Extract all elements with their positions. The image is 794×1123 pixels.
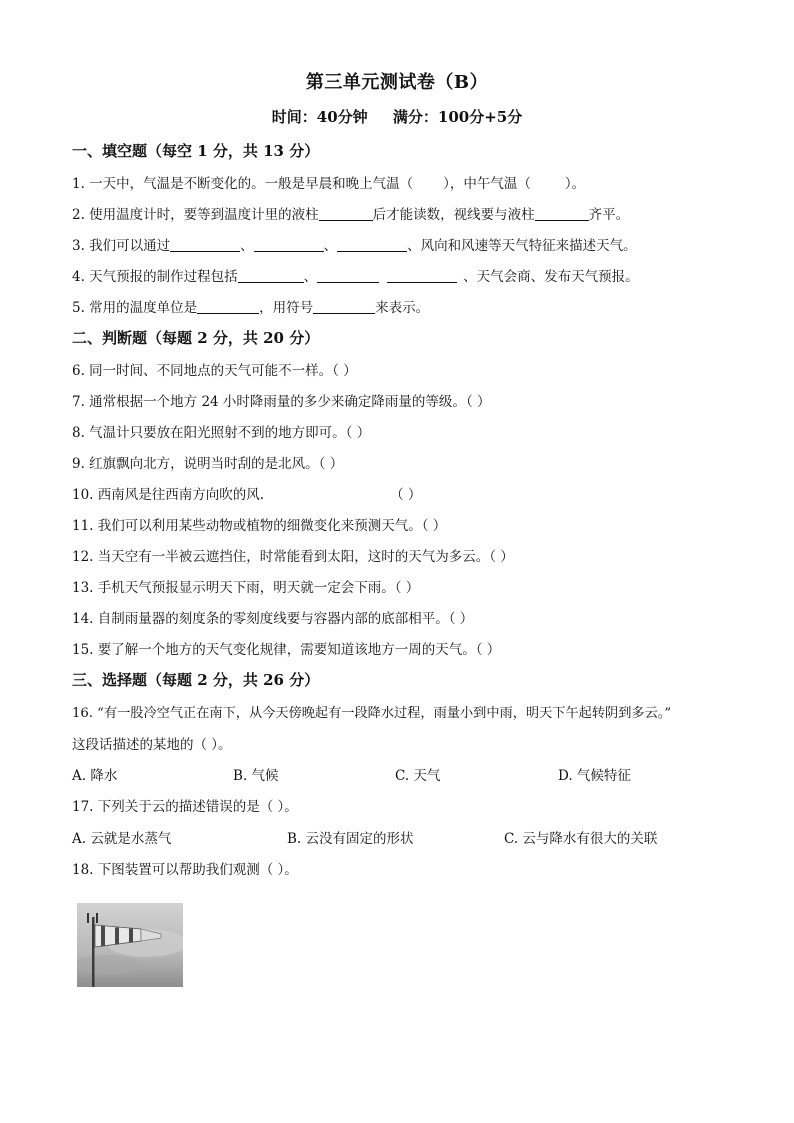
answer-paren[interactable]: （ ） (489, 549, 514, 565)
answer-paren[interactable]: （ ） (394, 580, 420, 596)
option-c[interactable]: C. 云与降水有很大的关联 (504, 831, 658, 847)
question-10: 10. 西南风是往西南方向吹的风. （ ） (72, 487, 422, 503)
answer-paren[interactable]: （ ） (318, 456, 344, 472)
question-16-cont: 这段话描述的某地的（ ）。 (72, 737, 232, 753)
question-16-options (72, 764, 722, 784)
question-4: 4. 天气预报的制作过程包括 、 、天气会商、发布天气预报。 (72, 269, 639, 285)
question-17: 17. 下列关于云的描述错误的是（ ）。 (72, 799, 298, 815)
answer-blank[interactable] (319, 206, 373, 221)
question-9: 9. 红旗飘向北方，说明当时刮的是北风。（ ） (72, 456, 344, 472)
page-title: 第三单元测试卷（B） (305, 72, 489, 93)
answer-blank[interactable] (387, 268, 457, 283)
answer-blank[interactable] (535, 206, 589, 221)
option-b[interactable]: B. 云没有固定的形状 (287, 831, 414, 847)
question-14: 14. 自制雨量器的刻度条的零刻度线要与容器内部的底部相平。（ ） (72, 611, 474, 627)
question-8: 8. 气温计只要放在阳光照射不到的地方即可。（ ） (72, 425, 371, 441)
option-a[interactable]: A. 降水 (72, 768, 118, 784)
question-2: 2. 使用温度计时，要等到温度计里的液柱 后才能读数，视线要与液柱 齐平。 (72, 207, 630, 223)
answer-blank[interactable] (197, 299, 259, 314)
answer-paren[interactable]: （ ） (332, 363, 357, 379)
option-b[interactable]: B. 气候 (233, 768, 279, 784)
section-fill-heading: 一、填空题（每空 1 分，共 13 分） (72, 142, 320, 160)
exam-info (0, 106, 794, 127)
answer-paren[interactable]: （ ） (475, 642, 501, 658)
answer-blank[interactable] (337, 237, 407, 252)
answer-paren[interactable]: （ ） (448, 611, 474, 627)
answer-blank[interactable] (317, 268, 379, 283)
answer-paren[interactable]: （ ） (421, 518, 447, 534)
option-d[interactable]: D. 气候特征 (558, 768, 631, 784)
question-5: 5. 常用的温度单位是 ，用符号 来表示。 (72, 300, 430, 316)
exam-time: 时间：40分钟 (271, 108, 368, 126)
answer-paren[interactable]: （ ） (465, 394, 491, 410)
question-13: 13. 手机天气预报显示明天下雨，明天就一定会下雨。（ ） (72, 580, 420, 596)
question-12: 12. 当天空有一半被云遮挡住，时常能看到太阳，这时的天气为多云。（ ） (72, 549, 514, 565)
windsock-icon (77, 903, 183, 987)
option-c[interactable]: C. 天气 (395, 768, 441, 784)
question-7: 7. 通常根据一个地方 24 小时降雨量的多少来确定降雨量的等级。（ ） (72, 394, 491, 410)
answer-paren[interactable]: （ ） (345, 425, 371, 441)
question-18: 18. 下图装置可以帮助我们观测（ ）。 (72, 862, 298, 878)
question-15: 15. 要了解一个地方的天气变化规律，需要知道该地方一周的天气。（ ） (72, 642, 501, 658)
answer-paren[interactable]: （ ） (390, 487, 422, 503)
question-6: 6. 同一时间、不同地点的天气可能不一样。（ ） (72, 363, 357, 379)
answer-blank[interactable] (313, 299, 375, 314)
question-16: 16. “有一股冷空气正在南下，从今天傍晚起有一段降水过程，雨量小到中雨，明天下午起转阴到多云。” (72, 706, 672, 721)
answer-blank[interactable] (170, 237, 240, 252)
question-17-options (72, 827, 722, 847)
answer-blank[interactable] (254, 237, 324, 252)
exam-score: 满分：100分+5分 (392, 108, 523, 126)
section-judge-heading: 二、判断题（每题 2 分，共 20 分） (72, 329, 320, 347)
question-3: 3. 我们可以通过 、 、 、风向和风速等天气特征来描述天气。 (72, 238, 637, 254)
option-a[interactable]: A. 云就是水蒸气 (72, 831, 172, 847)
windsock-photo (77, 903, 183, 987)
section-choice-heading: 三、选择题（每题 2 分，共 26 分） (72, 671, 320, 689)
question-11: 11. 我们可以利用某些动物或植物的细微变化来预测天气。（ ） (72, 518, 447, 534)
question-1: 1. 一天中，气温是不断变化的。一般是早晨和晚上气温（ ），中午气温（ ）。 (72, 176, 586, 192)
answer-blank[interactable] (238, 268, 304, 283)
